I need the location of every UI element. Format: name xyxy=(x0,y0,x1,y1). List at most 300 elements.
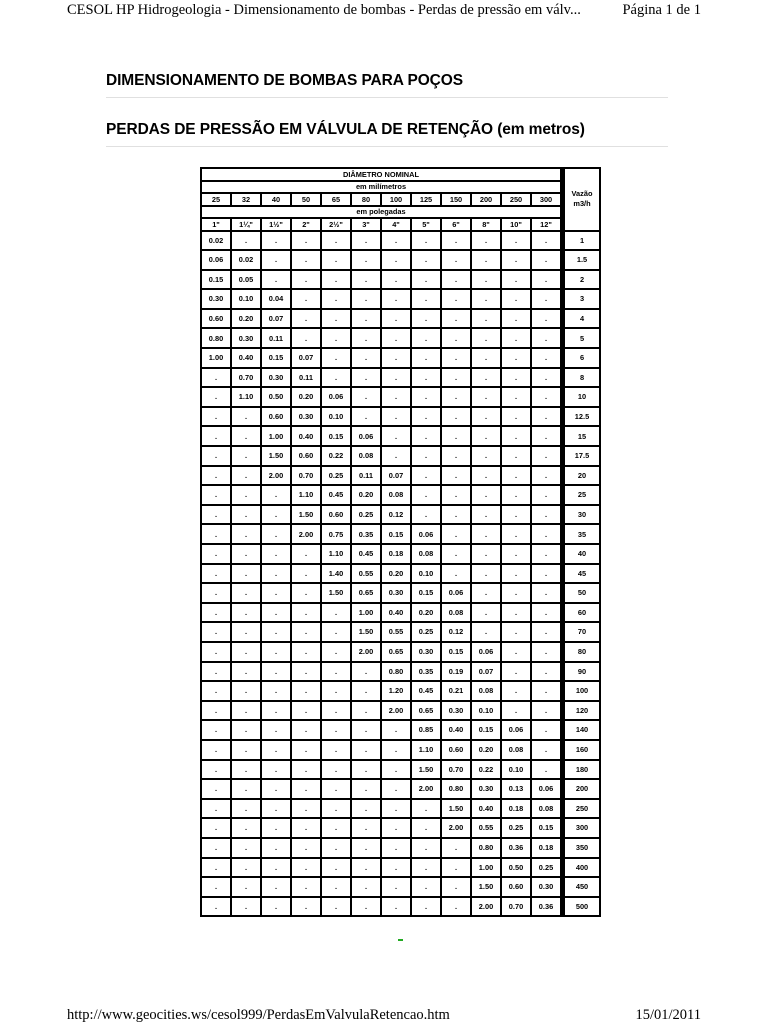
flow-value-cell: 1 xyxy=(561,231,600,251)
loss-value-cell: . xyxy=(441,426,471,446)
loss-value-cell: . xyxy=(501,524,531,544)
loss-value-cell: 0.35 xyxy=(351,524,381,544)
loss-value-cell: . xyxy=(471,328,501,348)
diameter-mm-cell: 65 xyxy=(321,193,351,206)
loss-value-cell: . xyxy=(471,270,501,290)
millimeters-subheader: em milímetros xyxy=(201,181,561,194)
loss-value-cell: 0.11 xyxy=(291,368,321,388)
flow-value-cell: 60 xyxy=(561,603,600,623)
loss-value-cell: . xyxy=(291,681,321,701)
loss-value-cell: . xyxy=(261,760,291,780)
table-row xyxy=(201,583,600,603)
loss-value-cell: . xyxy=(291,328,321,348)
table-row xyxy=(201,466,600,486)
loss-value-cell: . xyxy=(231,446,261,466)
loss-value-cell: . xyxy=(291,564,321,584)
loss-value-cell: 1.50 xyxy=(291,505,321,525)
loss-value-cell: . xyxy=(411,328,441,348)
loss-value-cell: . xyxy=(351,779,381,799)
loss-value-cell: . xyxy=(471,466,501,486)
loss-value-cell: 0.08 xyxy=(351,446,381,466)
loss-value-cell: 2.00 xyxy=(261,466,291,486)
loss-value-cell: . xyxy=(381,368,411,388)
loss-value-cell: . xyxy=(531,270,561,290)
table-row xyxy=(201,740,600,760)
loss-value-cell: . xyxy=(441,289,471,309)
loss-value-cell: . xyxy=(501,368,531,388)
loss-value-cell: 0.45 xyxy=(321,485,351,505)
loss-value-cell: 0.06 xyxy=(501,720,531,740)
loss-value-cell: 0.15 xyxy=(471,720,501,740)
loss-value-cell: . xyxy=(261,681,291,701)
loss-value-cell: . xyxy=(321,250,351,270)
loss-value-cell: . xyxy=(351,838,381,858)
loss-value-cell: 0.18 xyxy=(501,799,531,819)
loss-value-cell: . xyxy=(291,583,321,603)
table-row xyxy=(201,838,600,858)
loss-value-cell: 2.00 xyxy=(351,642,381,662)
flow-value-cell: 6 xyxy=(561,348,600,368)
loss-value-cell: . xyxy=(471,622,501,642)
loss-value-cell: . xyxy=(531,662,561,682)
loss-value-cell: . xyxy=(441,446,471,466)
loss-value-cell: 1.20 xyxy=(381,681,411,701)
diameter-inch-cell: 5" xyxy=(411,218,441,231)
loss-value-cell: . xyxy=(261,564,291,584)
diameter-mm-cell: 300 xyxy=(531,193,561,206)
loss-value-cell: 0.07 xyxy=(291,348,321,368)
loss-value-cell: . xyxy=(291,838,321,858)
loss-value-cell: 0.07 xyxy=(471,662,501,682)
loss-value-cell: 0.07 xyxy=(261,309,291,329)
loss-value-cell: . xyxy=(201,524,231,544)
loss-value-cell: 0.80 xyxy=(201,328,231,348)
loss-value-cell: . xyxy=(261,622,291,642)
flow-column-header: Vazão m3/h xyxy=(561,168,600,231)
loss-value-cell: 0.04 xyxy=(261,289,291,309)
loss-value-cell: . xyxy=(231,622,261,642)
loss-value-cell: 0.65 xyxy=(411,701,441,721)
loss-value-cell: . xyxy=(321,701,351,721)
loss-value-cell: . xyxy=(411,348,441,368)
loss-value-cell: . xyxy=(471,426,501,446)
loss-value-cell: 0.60 xyxy=(501,877,531,897)
loss-value-cell: 2.00 xyxy=(471,897,501,917)
table-row xyxy=(201,426,600,446)
loss-value-cell: 0.05 xyxy=(231,270,261,290)
diameter-inch-cell: 10" xyxy=(501,218,531,231)
loss-value-cell: . xyxy=(531,289,561,309)
loss-value-cell: 0.55 xyxy=(381,622,411,642)
loss-value-cell: 0.18 xyxy=(531,838,561,858)
loss-value-cell: 0.11 xyxy=(261,328,291,348)
diameter-mm-cell: 150 xyxy=(441,193,471,206)
loss-value-cell: . xyxy=(291,701,321,721)
loss-value-cell: 1.00 xyxy=(351,603,381,623)
loss-value-cell: . xyxy=(231,407,261,427)
loss-value-cell: 0.85 xyxy=(411,720,441,740)
diameter-mm-cell: 80 xyxy=(351,193,381,206)
loss-value-cell: 0.20 xyxy=(381,564,411,584)
loss-value-cell: . xyxy=(201,622,231,642)
loss-value-cell: . xyxy=(261,524,291,544)
loss-value-cell: 1.10 xyxy=(231,387,261,407)
loss-value-cell: . xyxy=(381,387,411,407)
loss-value-cell: . xyxy=(411,505,441,525)
loss-value-cell: . xyxy=(291,250,321,270)
flow-value-cell: 3 xyxy=(561,289,600,309)
loss-value-cell: . xyxy=(261,250,291,270)
loss-value-cell: . xyxy=(321,779,351,799)
loss-value-cell: . xyxy=(261,642,291,662)
loss-value-cell: . xyxy=(321,309,351,329)
loss-value-cell: . xyxy=(531,583,561,603)
loss-value-cell: . xyxy=(501,622,531,642)
loss-value-cell: 0.30 xyxy=(531,877,561,897)
table-row xyxy=(201,309,600,329)
loss-value-cell: . xyxy=(201,466,231,486)
loss-value-cell: 0.25 xyxy=(411,622,441,642)
loss-value-cell: 0.20 xyxy=(231,309,261,329)
loss-value-cell: . xyxy=(231,524,261,544)
loss-value-cell: . xyxy=(231,485,261,505)
loss-value-cell: 0.20 xyxy=(471,740,501,760)
loss-value-cell: 0.08 xyxy=(531,799,561,819)
section-title: PERDAS DE PRESSÃO EM VÁLVULA DE RETENÇÃO (em metros) xyxy=(106,121,585,138)
flow-value-cell: 15 xyxy=(561,426,600,446)
loss-value-cell: . xyxy=(531,642,561,662)
loss-value-cell: . xyxy=(291,720,321,740)
loss-value-cell: . xyxy=(471,289,501,309)
loss-value-cell: 0.07 xyxy=(381,466,411,486)
flow-value-cell: 80 xyxy=(561,642,600,662)
loss-value-cell: . xyxy=(261,779,291,799)
loss-value-cell: . xyxy=(291,858,321,878)
loss-value-cell: . xyxy=(201,838,231,858)
loss-value-cell: . xyxy=(201,387,231,407)
loss-value-cell: . xyxy=(291,760,321,780)
diameter-inch-cell: 1¼" xyxy=(231,218,261,231)
loss-value-cell: . xyxy=(291,309,321,329)
flow-value-cell: 2 xyxy=(561,270,600,290)
loss-value-cell: . xyxy=(471,250,501,270)
loss-value-cell: . xyxy=(381,779,411,799)
loss-value-cell: 0.02 xyxy=(231,250,261,270)
loss-value-cell: . xyxy=(531,524,561,544)
loss-value-cell: 0.15 xyxy=(201,270,231,290)
loss-value-cell: 0.19 xyxy=(441,662,471,682)
loss-value-cell: . xyxy=(381,858,411,878)
flow-value-cell: 10 xyxy=(561,387,600,407)
flow-value-cell: 12.5 xyxy=(561,407,600,427)
loss-value-cell: . xyxy=(411,426,441,446)
loss-value-cell: . xyxy=(501,681,531,701)
loss-value-cell: . xyxy=(531,622,561,642)
loss-value-cell: . xyxy=(321,603,351,623)
loss-value-cell: . xyxy=(351,407,381,427)
loss-value-cell: . xyxy=(441,348,471,368)
loss-value-cell: 0.12 xyxy=(441,622,471,642)
loss-value-cell: . xyxy=(441,270,471,290)
loss-value-cell: . xyxy=(381,289,411,309)
loss-value-cell: 1.50 xyxy=(471,877,501,897)
loss-value-cell: 1.50 xyxy=(321,583,351,603)
loss-value-cell: 0.10 xyxy=(411,564,441,584)
page-title: DIMENSIONAMENTO DE BOMBAS PARA POÇOS xyxy=(106,72,463,89)
loss-value-cell: 1.50 xyxy=(441,799,471,819)
loss-value-cell: 0.15 xyxy=(411,583,441,603)
loss-value-cell: 1.50 xyxy=(351,622,381,642)
loss-value-cell: . xyxy=(351,818,381,838)
loss-value-cell: . xyxy=(201,740,231,760)
loss-value-cell: 0.35 xyxy=(411,662,441,682)
loss-value-cell: . xyxy=(411,250,441,270)
loss-value-cell: . xyxy=(231,466,261,486)
loss-value-cell: . xyxy=(231,818,261,838)
diameter-inch-cell: 2½" xyxy=(321,218,351,231)
loss-value-cell: . xyxy=(381,446,411,466)
loss-value-cell: . xyxy=(321,818,351,838)
loss-value-cell: . xyxy=(501,642,531,662)
print-footer xyxy=(67,1005,701,1025)
loss-value-cell: . xyxy=(411,799,441,819)
diameter-inch-cell: 1½" xyxy=(261,218,291,231)
loss-value-cell: . xyxy=(321,289,351,309)
table-row xyxy=(201,446,600,466)
loss-value-cell: 0.40 xyxy=(231,348,261,368)
flow-value-cell: 450 xyxy=(561,877,600,897)
loss-value-cell: . xyxy=(231,897,261,917)
diameter-mm-cell: 25 xyxy=(201,193,231,206)
loss-value-cell: 0.08 xyxy=(501,740,531,760)
loss-value-cell: . xyxy=(321,681,351,701)
table-header-row xyxy=(201,181,600,194)
loss-value-cell: 0.65 xyxy=(351,583,381,603)
loss-value-cell: 1.10 xyxy=(411,740,441,760)
loss-value-cell: . xyxy=(321,897,351,917)
loss-value-cell: . xyxy=(291,662,321,682)
loss-value-cell: . xyxy=(201,446,231,466)
table-header-row xyxy=(201,168,600,181)
loss-value-cell: . xyxy=(441,897,471,917)
table-row xyxy=(201,407,600,427)
loss-value-cell: . xyxy=(411,877,441,897)
loss-value-cell: . xyxy=(471,564,501,584)
green-marker xyxy=(398,939,403,941)
loss-value-cell: . xyxy=(321,368,351,388)
loss-value-cell: . xyxy=(321,838,351,858)
loss-value-cell: . xyxy=(201,642,231,662)
loss-value-cell: . xyxy=(441,485,471,505)
table-row xyxy=(201,231,600,251)
loss-value-cell: . xyxy=(351,720,381,740)
loss-value-cell: . xyxy=(201,897,231,917)
diameter-inch-cell: 4" xyxy=(381,218,411,231)
loss-value-cell: 0.30 xyxy=(471,779,501,799)
loss-value-cell: . xyxy=(201,505,231,525)
loss-value-cell: . xyxy=(531,231,561,251)
loss-value-cell: 0.60 xyxy=(201,309,231,329)
flow-value-cell: 35 xyxy=(561,524,600,544)
loss-value-cell: . xyxy=(501,231,531,251)
diameter-mm-cell: 100 xyxy=(381,193,411,206)
loss-value-cell: . xyxy=(501,505,531,525)
loss-value-cell: 0.40 xyxy=(441,720,471,740)
table-row xyxy=(201,642,600,662)
loss-value-cell: 0.06 xyxy=(411,524,441,544)
loss-value-cell: 0.15 xyxy=(531,818,561,838)
loss-value-cell: . xyxy=(531,544,561,564)
loss-value-cell: . xyxy=(351,662,381,682)
loss-value-cell: . xyxy=(231,544,261,564)
loss-value-cell: . xyxy=(381,270,411,290)
loss-value-cell: . xyxy=(501,544,531,564)
loss-value-cell: . xyxy=(291,622,321,642)
loss-value-cell: 0.20 xyxy=(351,485,381,505)
loss-value-cell: . xyxy=(351,250,381,270)
loss-value-cell: 0.25 xyxy=(321,466,351,486)
flow-value-cell: 120 xyxy=(561,701,600,721)
table-row xyxy=(201,289,600,309)
loss-value-cell: . xyxy=(201,877,231,897)
loss-value-cell: . xyxy=(441,838,471,858)
loss-value-cell: . xyxy=(531,328,561,348)
loss-value-cell: 0.60 xyxy=(261,407,291,427)
loss-value-cell: . xyxy=(471,387,501,407)
loss-value-cell: . xyxy=(231,779,261,799)
divider xyxy=(106,97,668,98)
loss-value-cell: . xyxy=(261,505,291,525)
loss-value-cell: 0.12 xyxy=(381,505,411,525)
loss-value-cell: . xyxy=(351,270,381,290)
loss-value-cell: . xyxy=(381,740,411,760)
table-row xyxy=(201,544,600,564)
loss-value-cell: . xyxy=(231,426,261,446)
loss-value-cell: . xyxy=(321,622,351,642)
loss-value-cell: 2.00 xyxy=(441,818,471,838)
table-row xyxy=(201,858,600,878)
loss-value-cell: 0.10 xyxy=(231,289,261,309)
loss-value-cell: 0.40 xyxy=(381,603,411,623)
loss-value-cell: . xyxy=(201,818,231,838)
loss-value-cell: . xyxy=(411,289,441,309)
loss-value-cell: . xyxy=(231,642,261,662)
loss-value-cell: 0.55 xyxy=(471,818,501,838)
loss-value-cell: 0.15 xyxy=(261,348,291,368)
loss-value-cell: . xyxy=(471,583,501,603)
loss-value-cell: 0.50 xyxy=(501,858,531,878)
loss-value-cell: . xyxy=(291,603,321,623)
loss-value-cell: 0.30 xyxy=(201,289,231,309)
loss-value-cell: . xyxy=(351,348,381,368)
loss-value-cell: 0.06 xyxy=(531,779,561,799)
loss-value-cell: . xyxy=(501,407,531,427)
loss-value-cell: . xyxy=(321,270,351,290)
loss-value-cell: 0.25 xyxy=(351,505,381,525)
loss-value-cell: . xyxy=(381,760,411,780)
flow-value-cell: 90 xyxy=(561,662,600,682)
loss-value-cell: 0.80 xyxy=(381,662,411,682)
loss-value-cell: . xyxy=(261,818,291,838)
loss-value-cell: 0.06 xyxy=(471,642,501,662)
loss-value-cell: 0.60 xyxy=(291,446,321,466)
inches-subheader: em polegadas xyxy=(201,206,561,219)
loss-value-cell: . xyxy=(261,701,291,721)
loss-value-cell: . xyxy=(411,485,441,505)
loss-value-cell: . xyxy=(441,387,471,407)
loss-value-cell: . xyxy=(531,701,561,721)
loss-value-cell: . xyxy=(231,760,261,780)
loss-value-cell: . xyxy=(291,740,321,760)
loss-value-cell: 0.15 xyxy=(321,426,351,446)
loss-value-cell: . xyxy=(411,231,441,251)
loss-value-cell: 2.00 xyxy=(411,779,441,799)
loss-value-cell: . xyxy=(261,231,291,251)
loss-value-cell: . xyxy=(501,583,531,603)
diameter-inch-cell: 6" xyxy=(441,218,471,231)
loss-value-cell: 0.02 xyxy=(201,231,231,251)
loss-value-cell: . xyxy=(501,662,531,682)
loss-value-cell: . xyxy=(411,466,441,486)
table-row xyxy=(201,779,600,799)
loss-value-cell: 0.30 xyxy=(441,701,471,721)
loss-value-cell: . xyxy=(501,250,531,270)
loss-value-cell: . xyxy=(231,603,261,623)
loss-value-cell: . xyxy=(261,877,291,897)
loss-value-cell: . xyxy=(501,466,531,486)
loss-value-cell: . xyxy=(201,485,231,505)
table-row xyxy=(201,897,600,917)
loss-value-cell: . xyxy=(501,603,531,623)
loss-value-cell: . xyxy=(501,309,531,329)
flow-value-cell: 180 xyxy=(561,760,600,780)
loss-value-cell: . xyxy=(381,328,411,348)
loss-value-cell: . xyxy=(441,309,471,329)
loss-value-cell: . xyxy=(291,231,321,251)
loss-value-cell: 0.30 xyxy=(291,407,321,427)
loss-value-cell: 0.08 xyxy=(441,603,471,623)
loss-value-cell: 0.36 xyxy=(531,897,561,917)
diameter-inch-cell: 2" xyxy=(291,218,321,231)
table-row xyxy=(201,701,600,721)
print-header xyxy=(67,0,701,20)
loss-value-cell: 1.00 xyxy=(261,426,291,446)
loss-value-cell: . xyxy=(321,877,351,897)
flow-value-cell: 8 xyxy=(561,368,600,388)
loss-value-cell: . xyxy=(291,799,321,819)
table-header-row xyxy=(201,218,600,231)
loss-value-cell: 0.60 xyxy=(321,505,351,525)
flow-value-cell: 1.5 xyxy=(561,250,600,270)
loss-value-cell: . xyxy=(201,681,231,701)
loss-value-cell: . xyxy=(531,760,561,780)
loss-value-cell: . xyxy=(501,270,531,290)
flow-value-cell: 140 xyxy=(561,720,600,740)
loss-value-cell: . xyxy=(351,328,381,348)
loss-value-cell: . xyxy=(321,231,351,251)
loss-value-cell: . xyxy=(441,466,471,486)
loss-value-cell: . xyxy=(231,701,261,721)
loss-value-cell: . xyxy=(411,407,441,427)
table-row xyxy=(201,250,600,270)
loss-value-cell: . xyxy=(501,446,531,466)
loss-value-cell: . xyxy=(531,485,561,505)
loss-value-cell: 0.10 xyxy=(321,407,351,427)
diameter-mm-cell: 32 xyxy=(231,193,261,206)
loss-value-cell: . xyxy=(441,407,471,427)
flow-value-cell: 45 xyxy=(561,564,600,584)
loss-value-cell: 0.11 xyxy=(351,466,381,486)
